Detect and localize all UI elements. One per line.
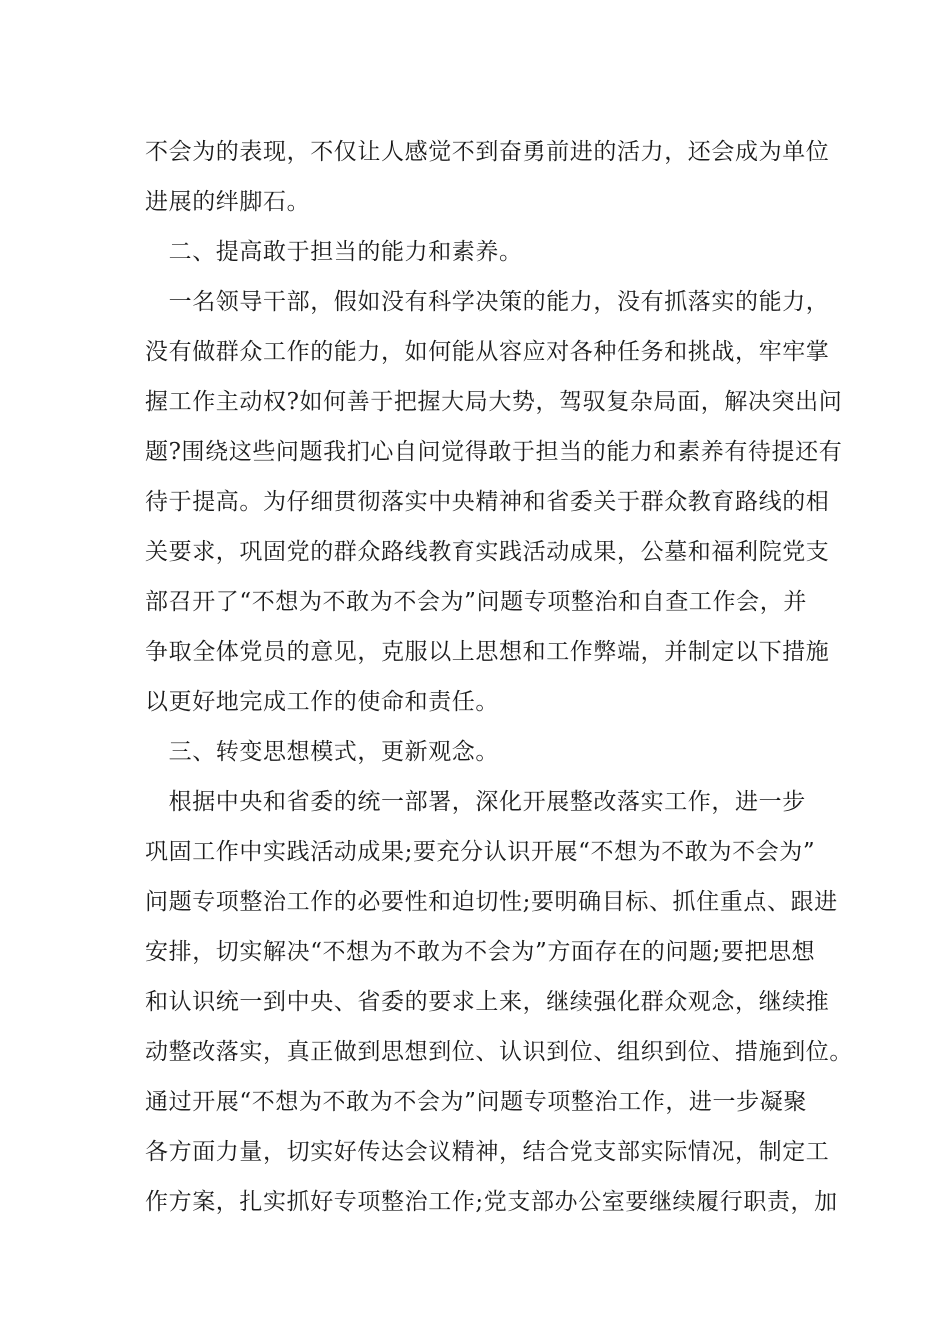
- text-line: 以更好地完成工作的使命和责任。: [145, 689, 499, 715]
- text-line: 握工作主动权?如何善于把握大局大势，驾驭复杂局面，解决突出问: [145, 389, 843, 415]
- text-line: 关要求，巩固党的群众路线教育实践活动成果，公墓和福利院党支: [145, 539, 830, 565]
- text-line: 没有做群众工作的能力，如何能从容应对各种任务和挑战，牢牢掌: [145, 339, 830, 365]
- text-line: 根据中央和省委的统一部署，深化开展整改落实工作，进一步: [145, 789, 806, 815]
- text-line: 一名领导干部，假如没有科学决策的能力，没有抓落实的能力，: [145, 289, 830, 315]
- section-heading: 三、转变思想模式，更新观念。: [145, 739, 499, 765]
- text-line: 问题专项整治工作的必要性和迫切性;要明确目标、抓住重点、跟进: [145, 889, 838, 915]
- text-line: 作方案，扎实抓好专项整治工作;党支部办公室要继续履行职责，加: [145, 1189, 838, 1215]
- text-line: 动整改落实，真正做到思想到位、认识到位、组织到位、措施到位。: [145, 1039, 853, 1065]
- text-line: 不会为的表现，不仅让人感觉不到奋勇前进的活力，还会成为单位: [145, 139, 830, 165]
- text-line: 部召开了“不想为不敢为不会为”问题专项整治和自查工作会，并: [145, 589, 807, 615]
- text-line: 进展的绊脚石。: [145, 189, 311, 215]
- text-line: 争取全体党员的意见，克服以上思想和工作弊端，并制定以下措施: [145, 639, 830, 665]
- text-line: 和认识统一到中央、省委的要求上来，继续强化群众观念，继续推: [145, 989, 830, 1015]
- text-line: 安排，切实解决“不想为不敢为不会为”方面存在的问题;要把思想: [145, 939, 816, 965]
- text-line: 各方面力量，切实好传达会议精神，结合党支部实际情况，制定工: [145, 1139, 830, 1165]
- text-line: 通过开展“不想为不敢为不会为”问题专项整治工作，进一步凝聚: [145, 1089, 807, 1115]
- text-line: 题?围绕这些问题我扪心自问觉得敢于担当的能力和素养有待提还有: [145, 439, 843, 465]
- text-line: 待于提高。为仔细贯彻落实中央精神和省委关于群众教育路线的相: [145, 489, 830, 515]
- section-heading: 二、提高敢于担当的能力和素养。: [145, 239, 523, 265]
- text-line: 巩固工作中实践活动成果;要充分认识开展“不想为不敢为不会为”: [145, 839, 816, 865]
